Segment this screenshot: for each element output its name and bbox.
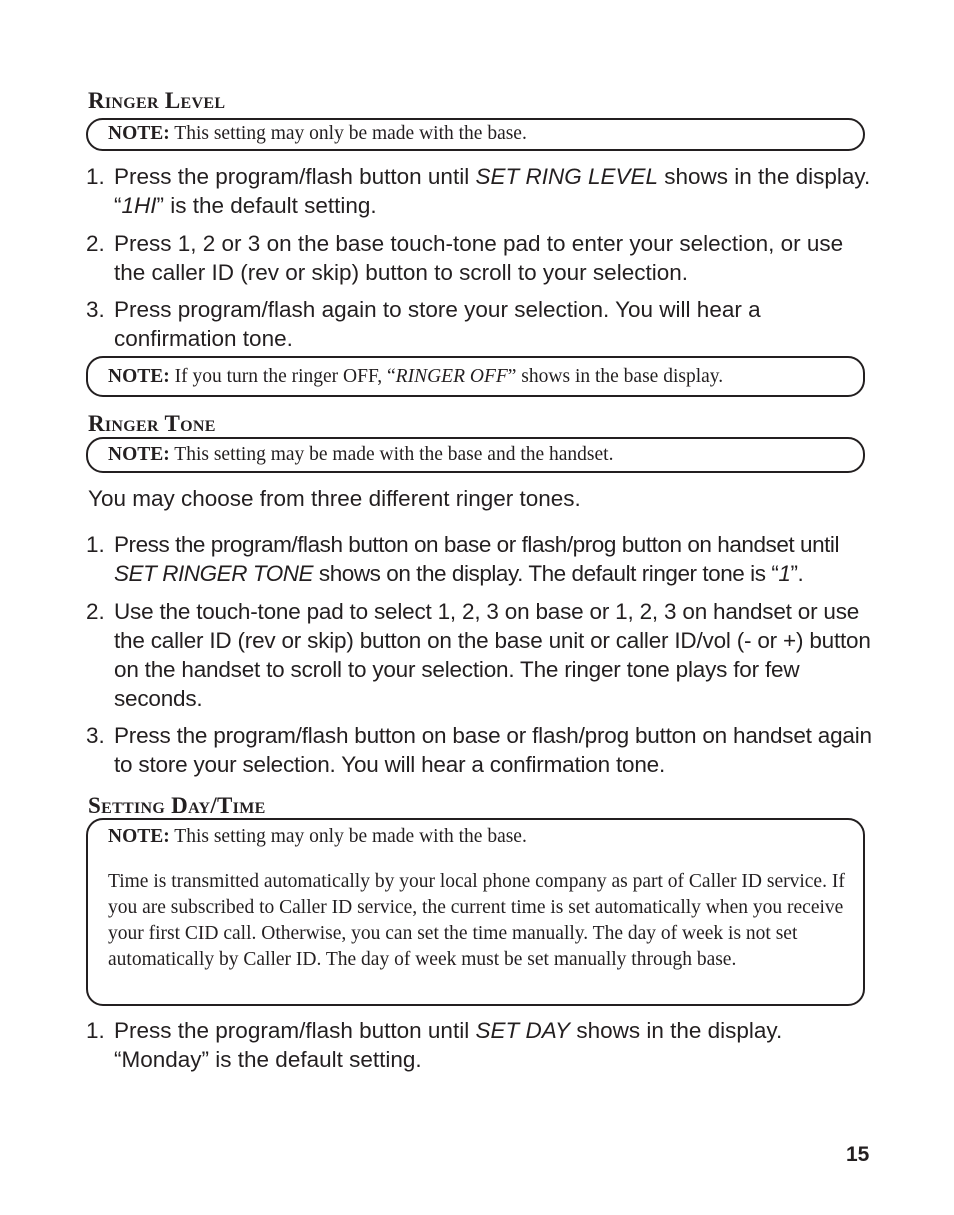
note-label: NOTE: [108, 366, 170, 387]
ringer-level-step-2 [86, 229, 876, 287]
step-number: 1. [86, 1018, 105, 1043]
step-text: Press program/flash again to store your selection. You will hear a confirmation tone. [114, 297, 761, 351]
step-text: Use the touch-tone pad to select 1, 2, 3 on base or 1, 2, 3 on handset or use the caller ID (rev or skip) button on the base unit or caller ID/vol (- or +) button on the handset to scroll to your selection. The ringer tone plays for few seconds. [114, 599, 871, 711]
ringer-tone-heading: Ringer Tone [88, 411, 216, 436]
note-label: NOTE: [108, 123, 170, 144]
note-label: NOTE: [108, 826, 170, 847]
step-text: Press the program/flash button on base or flash/prog button on handset again to store your selection. You will hear a confirmation tone. [114, 723, 872, 777]
step-text: Press the program/flash button until [114, 1018, 476, 1043]
note-text: This setting may be made with the base and the handset. [169, 444, 614, 465]
step-text: Press the program/flash button until [114, 164, 476, 189]
step-text: ”. [790, 561, 804, 586]
ringer-tone-intro: You may choose from three different ringer tones. [88, 486, 581, 511]
note-text: This setting may only be made with the base. [169, 826, 527, 847]
note-label: NOTE: [108, 444, 170, 465]
ringer-level-step-1 [86, 162, 876, 220]
step-text: shows on the display. The default ringer tone is “ [313, 561, 779, 586]
note-text: This setting may only be made with the base. [169, 123, 527, 144]
display-text: SET RING LEVEL [475, 164, 659, 189]
step-text: shows in the display. “ [114, 164, 871, 218]
step-number: 2. [86, 599, 105, 624]
ringer-level-note [86, 118, 865, 151]
ringer-off-note [86, 356, 865, 397]
ringer-tone-note [86, 437, 865, 473]
ringer-tone-step-1 [86, 530, 886, 588]
step-text: Press the program/flash button on base or flash/prog button on handset until [114, 532, 840, 557]
step-text: Press 1, 2 or 3 on the base touch-tone pad to enter your selection, or use the caller ID (rev or skip) button to scroll to your selection. [114, 231, 844, 285]
display-text: 1HI [121, 193, 157, 218]
caller-id-time-paragraph: Time is transmitted automatically by your local phone company as part of Caller ID service. If you are subscribed to Caller ID service, the current time is set automatically when you receive your first CID call. Otherwise, you can set the time manually. The day of week is not set automatically by Caller ID. The day of week must be set manually through base. [108, 871, 845, 970]
display-text: 1 [778, 561, 791, 586]
step-number: 1. [86, 532, 105, 557]
ringer-tone-step-3 [86, 721, 876, 779]
step-number: 3. [86, 723, 105, 748]
step-text: shows in the display. “Monday” is the default setting. [114, 1018, 783, 1072]
day-time-note [86, 818, 865, 1006]
step-number: 3. [86, 297, 105, 322]
setting-day-time-heading: Setting Day/Time [88, 793, 266, 818]
display-text: SET RINGER TONE [114, 561, 314, 586]
step-text: ” is the default setting. [156, 193, 377, 218]
ringer-tone-step-2 [86, 597, 876, 713]
note-text: If you turn the ringer OFF, “ [169, 366, 396, 387]
step-number: 1. [86, 164, 105, 189]
display-text: SET DAY [475, 1018, 571, 1043]
step-number: 2. [86, 231, 105, 256]
setting-day-step-1 [86, 1016, 876, 1074]
page-number: 15 [846, 1143, 870, 1166]
ringer-level-step-3 [86, 295, 876, 353]
display-text: RINGER OFF [395, 366, 508, 387]
note-text: ” shows in the base display. [507, 366, 724, 387]
ringer-level-heading: Ringer Level [88, 88, 226, 113]
